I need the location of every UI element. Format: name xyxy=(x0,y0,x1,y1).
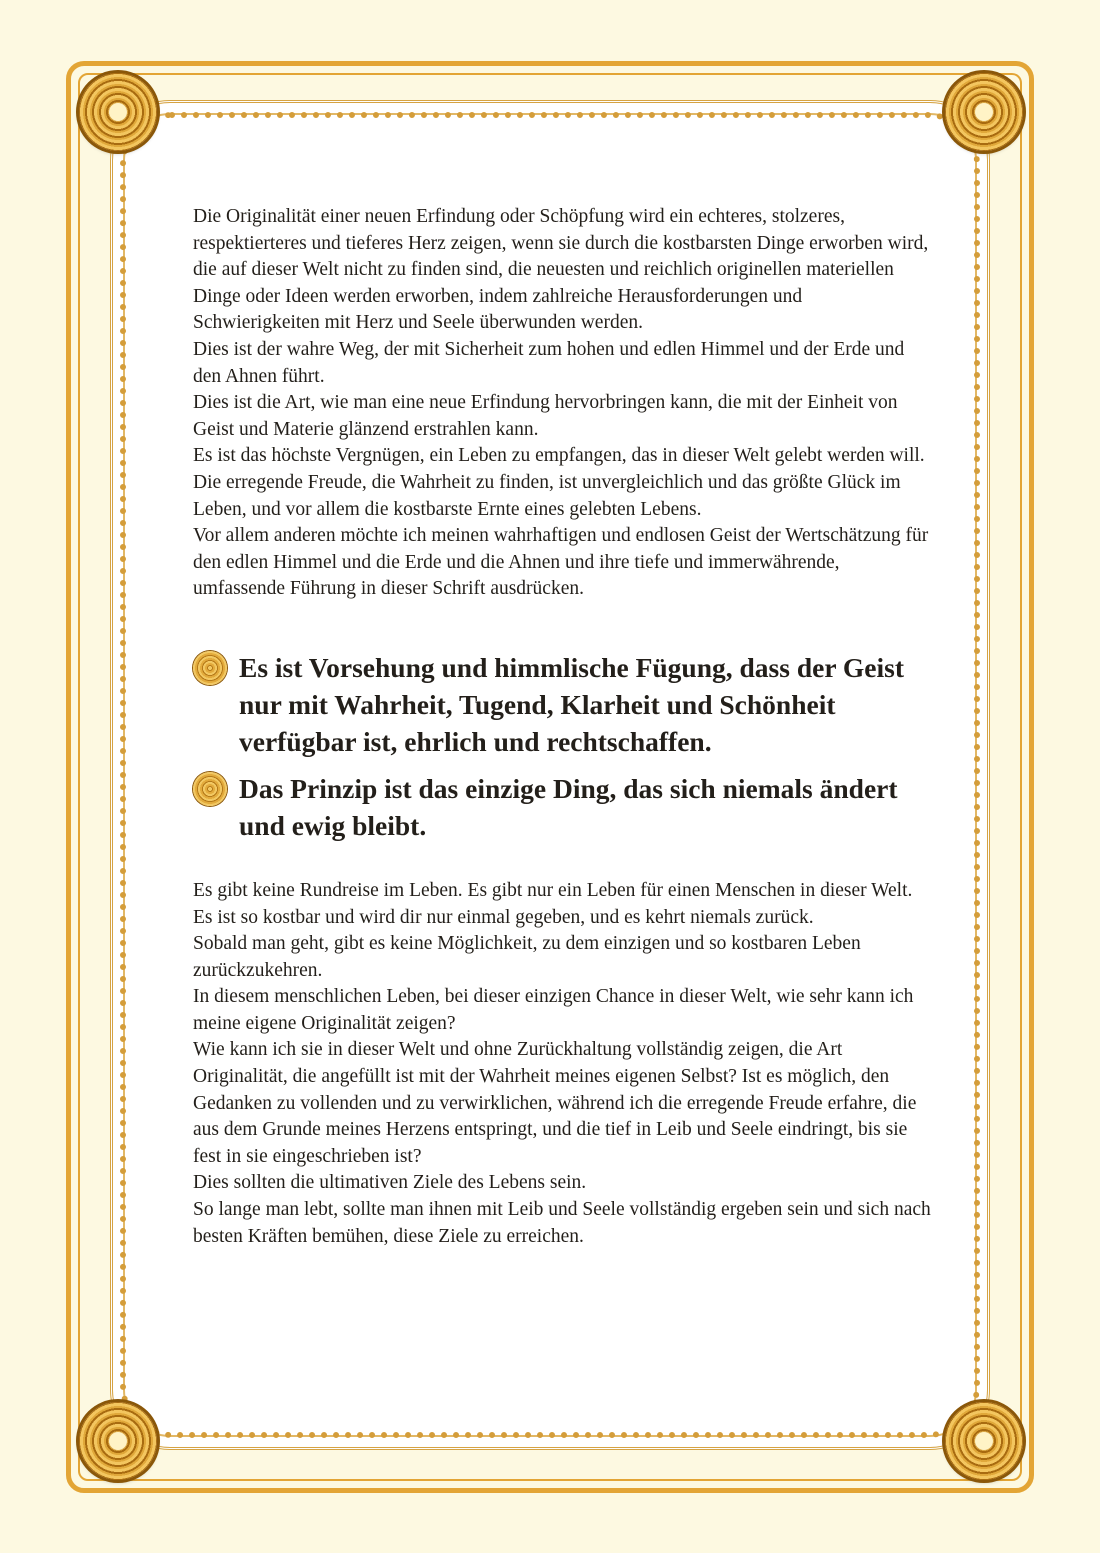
paragraph: Es gibt keine Rundreise im Leben. Es gibt nur ein Leben für einen Menschen in dieser Welt. xyxy=(193,879,913,901)
gold-medallion-icon xyxy=(945,73,1023,151)
paragraph: Dies ist der wahre Weg, der mit Sicherheit zum hohen und edlen Himmel und der Erde und den Ahnen führt. xyxy=(193,338,905,387)
document-body xyxy=(193,204,933,1250)
highlight-statements xyxy=(193,649,933,844)
paragraph: Es ist das höchste Vergnügen, ein Leben zu empfangen, das in dieser Welt gelebt werden will. xyxy=(193,445,925,467)
paragraph: Dies sollten die ultimativen Ziele des Lebens sein. xyxy=(193,1172,587,1194)
paragraph: Die Originalität einer neuen Erfindung oder Schöpfung wird ein echteres, stolzeres, respektierteres und tieferes Herz zeigen, wenn sie durch die kostbarsten Dinge erworben wird, die auf dieser Welt nicht zu finden sind, die neuesten und reichlich originellen materiellen Dinge oder Ideen werden erworben, indem zahlreiche Herausforderungen und Schwierigkeiten mit Herz und Seele überwunden werden. xyxy=(193,206,929,334)
closing-text xyxy=(193,878,933,1250)
gold-medallion-icon xyxy=(945,1402,1023,1480)
intro-text xyxy=(193,204,933,603)
gold-disc-bullet-icon xyxy=(193,651,227,685)
paragraph: Wie kann ich sie in dieser Welt und ohne Zurückhaltung vollständig zeigen, die Art Originalität, die angefüllt ist mit der Wahrheit meines eigenen Selbst? Ist es möglich, den Gedanken zu vollenden und zu verwirklichen, während ich die erregende Freude erfahre, die aus dem Grunde meines Herzens entspringt, und die tief in Leib und Seele eindringt, bis sie fest in sie eingeschrieben ist? xyxy=(193,1039,917,1167)
highlight-item xyxy=(193,770,933,844)
paragraph: Es ist so kostbar und wird dir nur einmal gegeben, und es kehrt niemals zurück. xyxy=(193,906,814,928)
gold-medallion-icon xyxy=(79,1402,157,1480)
paragraph: So lange man lebt, sollte man ihnen mit Leib und Seele vollständig ergeben sein und sich nach besten Kräften bemühen, diese Ziele zu erreichen. xyxy=(193,1199,931,1247)
highlight-text: Das Prinzip ist das einzige Ding, das sich niemals ändert und ewig bleibt. xyxy=(239,772,898,841)
paragraph: In diesem menschlichen Leben, bei dieser einzigen Chance in dieser Welt, wie sehr kann ich meine eigene Originalität zeigen? xyxy=(193,986,914,1034)
gold-disc-bullet-icon xyxy=(193,772,227,806)
paragraph: Vor allem anderen möchte ich meinen wahrhaftigen und endlosen Geist der Wertschätzung für den edlen Himmel und die Erde und die Ahnen und ihre tiefe und immerwährende, umfassende Führung in dieser Schrift ausdrücken. xyxy=(193,525,929,600)
paragraph: Die erregende Freude, die Wahrheit zu finden, ist unvergleichlich und das größte Glück im Leben, und vor allem die kostbarste Ernte eines gelebten Lebens. xyxy=(193,471,901,520)
gold-medallion-icon xyxy=(79,73,157,151)
paragraph: Dies ist die Art, wie man eine neue Erfindung hervorbringen kann, die mit der Einheit von Geist und Materie glänzend erstrahlen kann. xyxy=(193,392,898,440)
paragraph: Sobald man geht, gibt es keine Möglichkeit, zu dem einzigen und so kostbaren Leben zurückzukehren. xyxy=(193,933,861,981)
highlight-item xyxy=(193,649,933,760)
highlight-text: Es ist Vorsehung und himmlische Fügung, dass der Geist nur mit Wahrheit, Tugend, Klarheit und Schönheit verfügbar ist, ehrlich und rechtschaffen. xyxy=(239,651,905,757)
